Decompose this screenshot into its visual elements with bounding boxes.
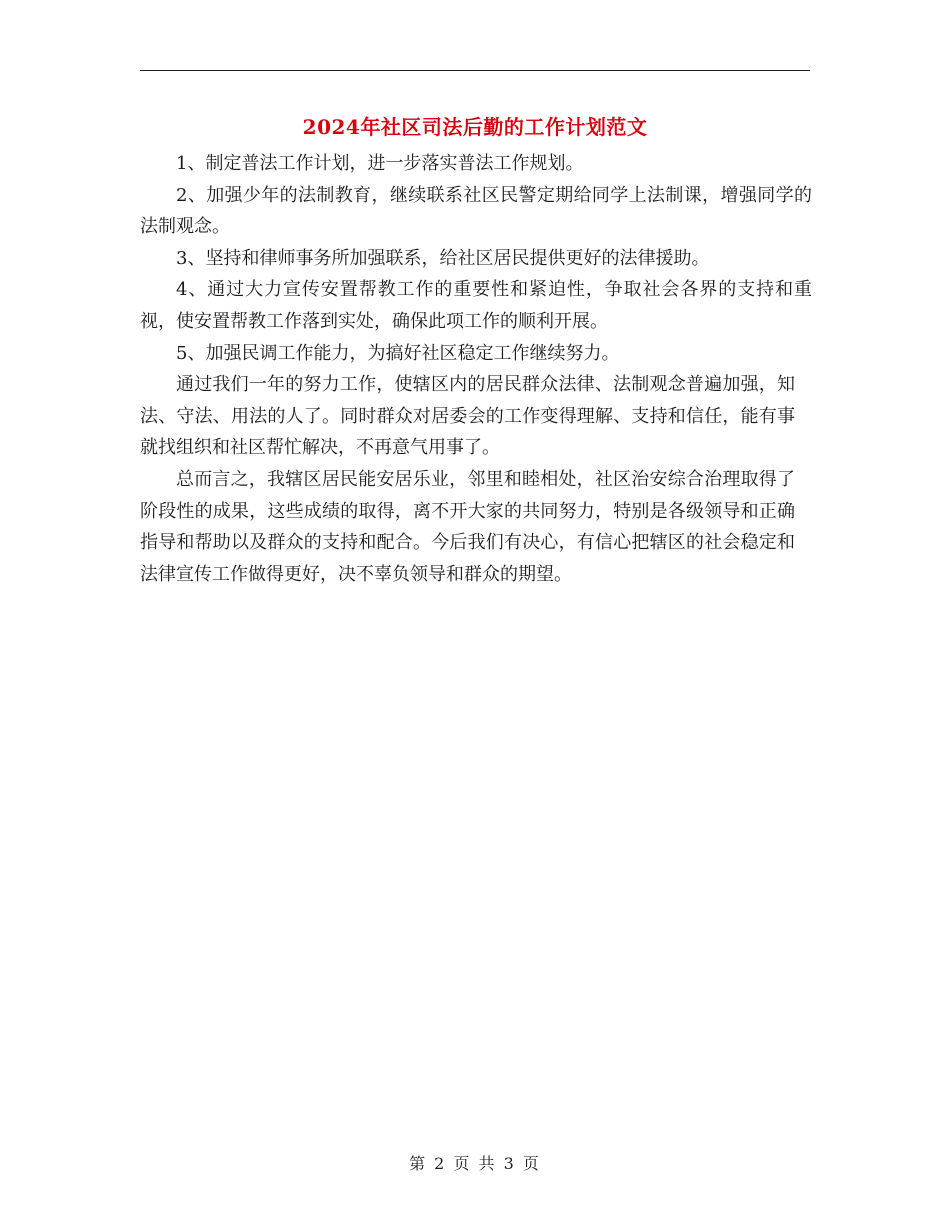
paragraph-3: 3、坚持和律师事务所加强联系，给社区居民提供更好的法律援助。	[176, 247, 710, 269]
paragraph-2: 2、加强少年的法制教育，继续联系社区民警定期给同学上法制课，增强同学的法制观念。	[140, 184, 812, 238]
page-number: 第 2 页 共 3 页	[409, 1154, 541, 1173]
document-title: 2024年社区司法后勤的工作计划范文	[302, 115, 648, 139]
paragraph-5: 5、加强民调工作能力，为搞好社区稳定工作继续努力。	[176, 342, 620, 364]
paragraph-6: 通过我们一年的努力工作，使辖区内的居民群众法律、法制观念普遍加强，知法、守法、用法的人了。同时群众对居委会的工作变得理解、支持和信任，能有事就找组织和社区帮忙解决，不再意气用事了。	[140, 374, 795, 459]
paragraph-4: 4、通过大力宣传安置帮教工作的重要性和紧迫性，争取社会各界的支持和重视，使安置帮教工作落到实处，确保此项工作的顺利开展。	[140, 279, 812, 332]
header-rule	[140, 70, 810, 71]
document-body	[140, 148, 812, 590]
paragraph-7: 总而言之，我辖区居民能安居乐业，邻里和睦相处，社区治安综合治理取得了阶段性的成果，这些成绩的取得，离不开大家的共同努力，特别是各级领导和正确指导和帮助以及群众的支持和配合。今后我们有决心，有信心把辖区的社会稳定和法律宣传工作做得更好，决不辜负领导和群众的期望。	[140, 468, 795, 585]
paragraph-1: 1、制定普法工作计划，进一步落实普法工作规划。	[176, 153, 584, 174]
